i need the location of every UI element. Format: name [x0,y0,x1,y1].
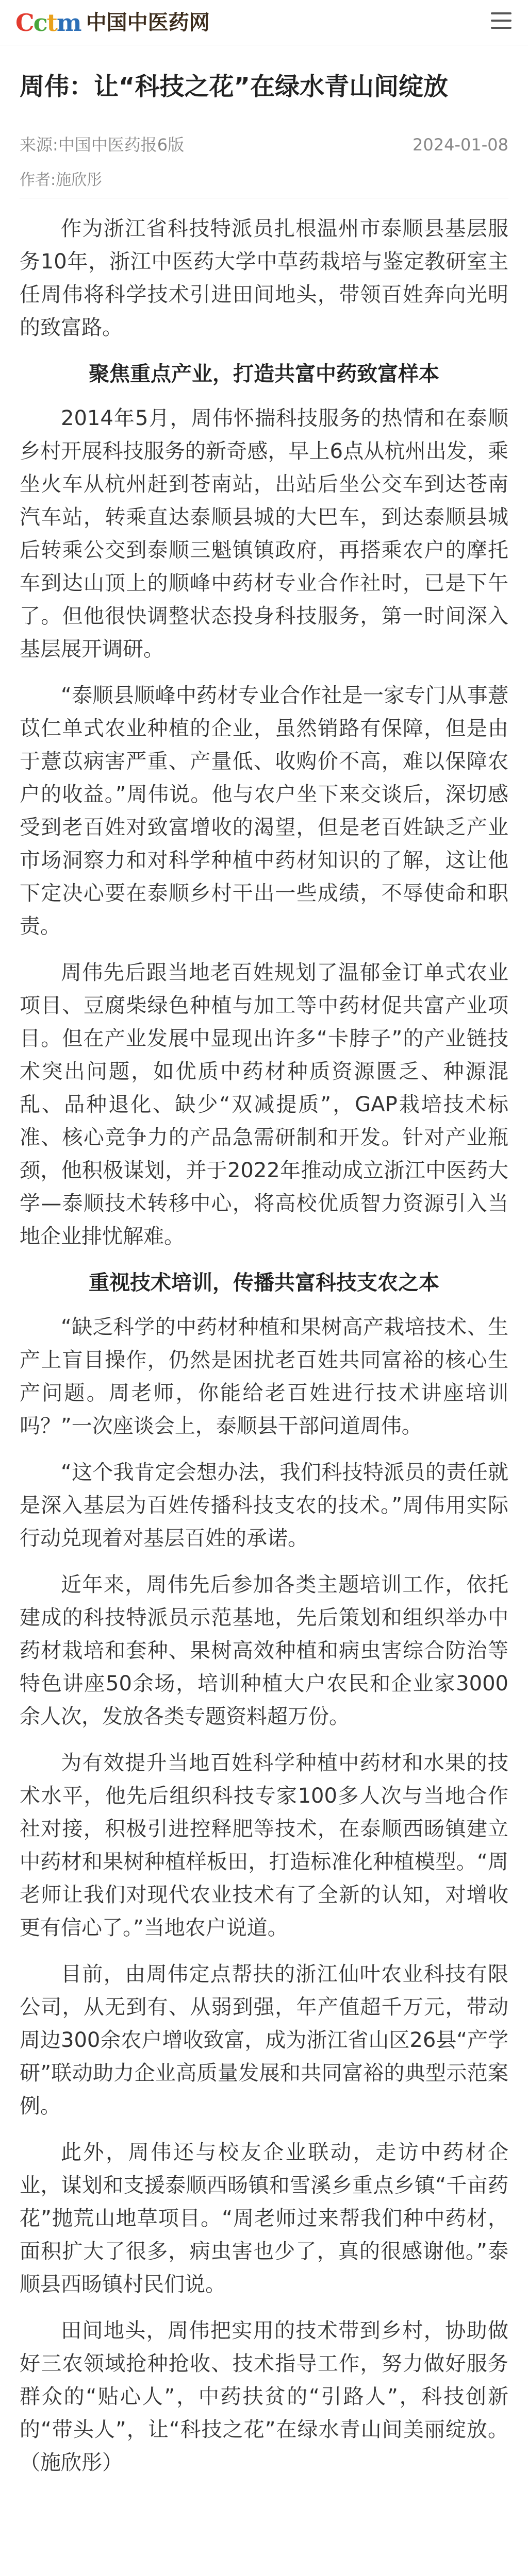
paragraph: 近年来，周伟先后参加各类主题培训工作，依托建成的科技特派员示范基地，先后策划和组织举办中药材栽培和套种、果树高效种植和病虫害综合防治等特色讲座50余场，培训种植大户农民和企业家3000余人次，发放各类专题资料超万份。 [20,1573,508,1728]
paragraph: “缺乏科学的中药材种植和果树高产栽培技术、生产上盲目操作，仍然是困扰老百姓共同富裕的核心生产问题。周老师，你能给老百姓进行技术讲座培训吗？”一次座谈会上，泰顺县干部问道周伟。 [20,1315,508,1438]
paragraph: 周伟先后跟当地老百姓规划了温郁金订单式农业项目、豆腐柴绿色种植与加工等中药材促共富产业项目。但在产业发展中显现出许多“卡脖子”的产业链技术突出问题，如优质中药材种质资源匮乏、种源混乱、品种退化、缺少“双减提质”，GAP栽培技术标准、核心竞争力的产品急需研制和开发。针对产业瓶颈，他积极谋划，并于2022年推动成立浙江中医药大学—泰顺技术转移中心，将高校优质智力资源引入当地企业排忧解难。 [20,961,508,1248]
article-author: 作者:施欣彤 [20,171,103,189]
site-header [0,0,528,45]
logo-mark: Cctm [15,9,81,37]
paragraph: “泰顺县顺峰中药材专业合作社是一家专门从事薏苡仁单式农业种植的企业，虽然销路有保障，但是由于薏苡病害严重、产量低、收购价不高，难以保障农户的收益。”周伟说。他与农户坐下来交谈后，深切感受到老百姓对致富增收的渴望，但是老百姓缺乏产业市场洞察力和对科学种植中药材知识的了解，这让他下定决心要在泰顺乡村干出一些成绩，不辱使命和职责。 [20,684,508,938]
paragraph: 作为浙江省科技特派员扎根温州市泰顺县基层服务10年，浙江中医药大学中草药栽培与鉴定教研室主任周伟将科学技术引进田间地头，带领百姓奔向光明的致富路。 [20,217,508,340]
article-body [20,212,508,2493]
section-heading: 聚焦重点产业，打造共富中药致富样本 [89,362,439,386]
paragraph: 目前，由周伟定点帮扶的浙江仙叶农业科技有限公司，从无到有、从弱到强，年产值超千万元，带动周边300余农户增收致富，成为浙江省山区26县“产学研”联动助力企业高质量发展和共同富裕的典型示范案例。 [20,1962,508,2118]
article-title: 周伟：让“科技之花”在绿水青山间绽放 [20,72,449,101]
section-heading: 重视技术培训，传播共富科技支农之本 [89,1271,439,1295]
article-source: 来源:中国中医药报6版 [20,135,185,155]
paragraph: 2014年5月，周伟怀揣科技服务的热情和在泰顺乡村开展科技服务的新奇感，早上6点从杭州出发，乘坐火车从杭州赶到苍南站，出站后坐公交车到达苍南汽车站，转乘直达泰顺县城的大巴车，到达泰顺县城后转乘公交到泰顺三魁镇镇政府，再搭乘农户的摩托车到达山顶上的顺峰中药材专业合作社时，已是下午了。但他很快调整状态投身科技服务，第一时间深入基层展开调研。 [20,406,508,661]
paragraph: 此外，周伟还与校友企业联动，走访中药材企业，谋划和支援泰顺西旸镇和雪溪乡重点乡镇“千亩药花”抛荒山地草项目。“周老师过来帮我们种中药材，面积扩大了很多，病虫害也少了，真的很感谢他。”泰顺县西旸镇村民们说。 [20,2141,508,2296]
paragraph: 为有效提升当地百姓科学种植中药材和水果的技术水平，他先后组织科技专家100多人次与当地合作社对接，积极引进控释肥等技术，在泰顺西旸镇建立中药材和果树种植样板田，打造标准化种植模型。“周老师让我们对现代农业技术有了全新的认知，对增收更有信心了。”当地农户说道。 [20,1751,508,1940]
paragraph: “这个我肯定会想办法，我们科技特派员的责任就是深入基层为百姓传播科技支农的技术。”周伟用实际行动兑现着对基层百姓的承诺。 [20,1461,508,1550]
hamburger-menu-icon[interactable] [491,12,512,33]
paragraph: 田间地头，周伟把实用的技术带到乡村，协助做好三农领域抢种抢收、技术指导工作，努力做好服务群众的“贴心人”，中药扶贫的“引路人”，科技创新的“带头人”，让“科技之花”在绿水青山间美丽绽放。（施欣彤） [20,2319,508,2475]
article-date: 2024-01-08 [412,135,508,155]
site-logo[interactable] [15,8,210,37]
logo-text: 中国中医药网 [86,10,210,35]
